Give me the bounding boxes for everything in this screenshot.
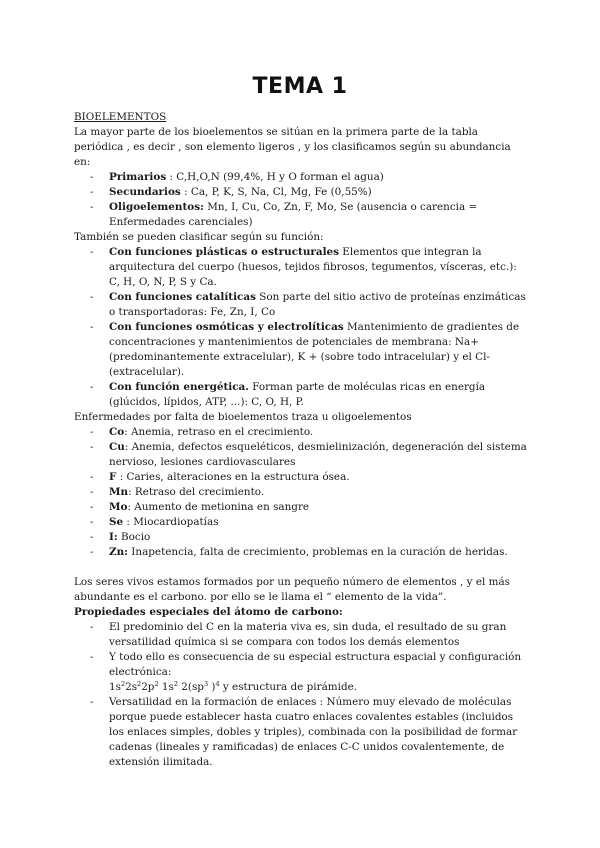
item-text: Inapetencia, falta de crecimiento, problemas en la curación de heridas.	[127, 546, 508, 558]
item-text: y estructura de pirámide.	[219, 681, 358, 693]
list-item	[74, 545, 530, 560]
item-text: Elementos que integran la arquitectura del cuerpo (huesos, tejidos fibrosos, tegumentos, vísceras, etc.): C, H, O, N, P, S y Ca.	[109, 246, 517, 288]
list-item	[74, 485, 530, 500]
item-term: Con funciones osmóticas y electrolíticas	[109, 321, 344, 333]
list-item	[74, 530, 530, 545]
list-item	[74, 440, 530, 470]
item-text: : Anemia, defectos esqueléticos, desmielinización, degeneración del sistema nervioso, lesiones cardiovasculares	[109, 441, 527, 468]
item-term: Con funciones catalíticas	[109, 291, 256, 303]
item-text: : Miocardiopatías	[123, 516, 219, 528]
list-item	[74, 695, 530, 770]
item-text: Y todo ello es consecuencia de su especial estructura espacial y configuración electrónica:	[109, 651, 522, 678]
item-text: Bocio	[117, 531, 151, 543]
item-term: Se	[109, 516, 124, 528]
intro-paragraph: La mayor parte de los bioelementos se sitúan en la primera parte de la tabla periódica , es decir , son elemento ligeros , y los clasificamos según su abundancia en:	[74, 126, 511, 168]
item-term: Cu	[109, 441, 125, 453]
item-term: I:	[109, 531, 118, 543]
disease-intro: Enfermedades por falta de bioelementos traza u oligoelementos	[74, 411, 412, 423]
item-term: Co	[109, 426, 125, 438]
item-text: : Ca, P, K, S, Na, Cl, Mg, Fe (0,55%)	[180, 186, 372, 198]
electron-configuration: $1s^22s^22p^2$ $1s^2$ $2(sp^3$ )$^4$	[109, 680, 220, 693]
list-item	[74, 170, 530, 185]
item-text: Son parte del sitio activo de proteínas enzimáticas o transportadoras: Fe, Zn, I, Co	[109, 291, 526, 318]
paragraph-gap	[74, 560, 530, 575]
carbon-list	[74, 620, 530, 770]
list-item	[74, 320, 530, 380]
item-text: : Anemia, retraso en el crecimiento.	[124, 426, 314, 438]
list-item	[74, 470, 530, 485]
list-item	[74, 650, 530, 695]
carbon-heading	[74, 605, 530, 620]
item-term: Oligoelementos:	[109, 201, 204, 213]
item-text: El predominio del C en la materia viva es, sin duda, el resultado de su gran versatilidad química si se compara con todos los demás elementos	[109, 621, 507, 648]
document-title: TEMA 1	[252, 74, 348, 99]
abundance-list	[74, 170, 530, 230]
carbon-heading-text: Propiedades especiales del átomo de carbono:	[74, 606, 343, 618]
item-term: Con funciones plásticas o estructurales	[109, 246, 339, 258]
item-text: Mn, I, Cu, Co, Zn, F, Mo, Se (ausencia o carencia = Enfermedades carenciales)	[109, 201, 478, 228]
item-term: Primarios	[109, 171, 167, 183]
carbon-intro: Los seres vivos estamos formados por un pequeño número de elementos , y el más abundante es el carbono. por ello se le llama el “ elemento de la vida”.	[74, 576, 510, 603]
item-text: : Retraso del crecimiento.	[128, 486, 265, 498]
list-item	[74, 245, 530, 290]
item-term: F	[109, 471, 117, 483]
function-intro: También se pueden clasificar según su función:	[74, 231, 324, 243]
section-heading: BIOELEMENTOS	[74, 111, 167, 123]
item-text: Forman parte de moléculas ricas en energía (glúcidos, lípidos, ATP, ...): C, O, H, P.	[109, 381, 486, 408]
item-term: Mo	[109, 501, 128, 513]
item-term: Mn	[109, 486, 129, 498]
function-list	[74, 245, 530, 410]
list-item	[74, 500, 530, 515]
list-item	[74, 185, 530, 200]
list-item	[74, 425, 530, 440]
item-term: Secundarios	[109, 186, 181, 198]
item-text: Versatilidad en la formación de enlaces : Número muy elevado de moléculas porque puede establecer hasta cuatro enlaces covalentes estables (incluidos los enlaces simples, dobles y triples), combinada con la posibilidad de formar cadenas (lineales y ramificadas) de enlaces C-C unidos covalentemente, de extensión ilimitada.	[109, 696, 518, 768]
list-item	[74, 290, 530, 320]
list-item	[74, 200, 530, 230]
item-text: Mantenimiento de gradientes de concentraciones y mantenimientos de potenciales de membrana: Na+ (predominantemente extracelular), K + (sobre todo intracelular) y el Cl- (extracelular).	[109, 321, 520, 378]
list-item	[74, 515, 530, 530]
item-text: : Caries, alteraciones en la estructura ósea.	[116, 471, 350, 483]
document-body	[74, 110, 530, 770]
list-item	[74, 380, 530, 410]
item-term: Zn:	[109, 546, 128, 558]
disease-list	[74, 425, 530, 560]
list-item	[74, 620, 530, 650]
item-text: : C,H,O,N (99,4%, H y O forman el agua)	[166, 171, 384, 183]
item-term: Con función energética.	[109, 381, 249, 393]
item-text: : Aumento de metionina en sangre	[127, 501, 310, 513]
